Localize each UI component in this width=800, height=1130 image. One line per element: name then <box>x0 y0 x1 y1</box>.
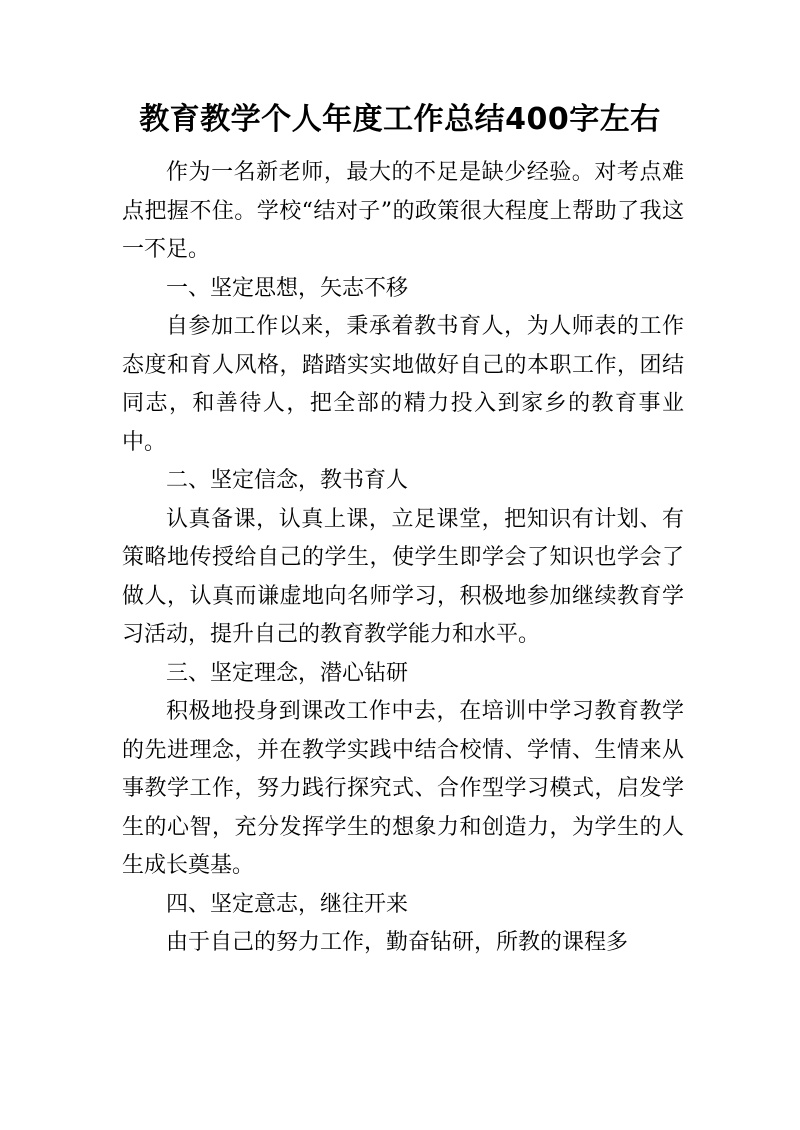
section-heading-4: 四、坚定意志，继往开来 <box>166 891 409 917</box>
section-paragraph-1: 自参加工作以来，秉承着教书育人，为人师表的工作态度和育人风格，踏踏实实地做好自己的本职工作，团结同志，和善待人，把全部的精力投入到家乡的教育事业中。 <box>122 314 684 455</box>
document-title: 教育教学个人年度工作总结400字左右 <box>139 102 661 137</box>
section-heading-1: 一、坚定思想，矢志不移 <box>166 275 409 301</box>
intro-paragraph: 作为一名新老师，最大的不足是缺少经验。对考点难点把握不住。学校“结对子”的政策很大程度上帮助了我这一不足。 <box>122 160 684 262</box>
section-heading-3: 三、坚定理念，潜心钻研 <box>166 660 409 686</box>
section-paragraph-4: 由于自己的努力工作，勤奋钻研，所教的课程多 <box>166 930 629 955</box>
section-heading-2: 二、坚定信念，教书育人 <box>166 468 409 493</box>
section-paragraph-2: 认真备课，认真上课，立足课堂，把知识有计划、有策略地传授给自己的学生，使学生即学会了知识也学会了做人，认真而谦虚地向名师学习，积极地参加继续教育学习活动，提升自己的教育教学能力和水平。 <box>122 506 684 647</box>
document-body <box>122 154 684 963</box>
section-paragraph-3: 积极地投身到课改工作中去，在培训中学习教育教学的先进理念，并在教学实践中结合校情、学情、生情来从事教学工作，努力践行探究式、合作型学习模式，启发学生的心智，充分发挥学生的想象力和创造力，为学生的人生成长奠基。 <box>122 699 684 878</box>
